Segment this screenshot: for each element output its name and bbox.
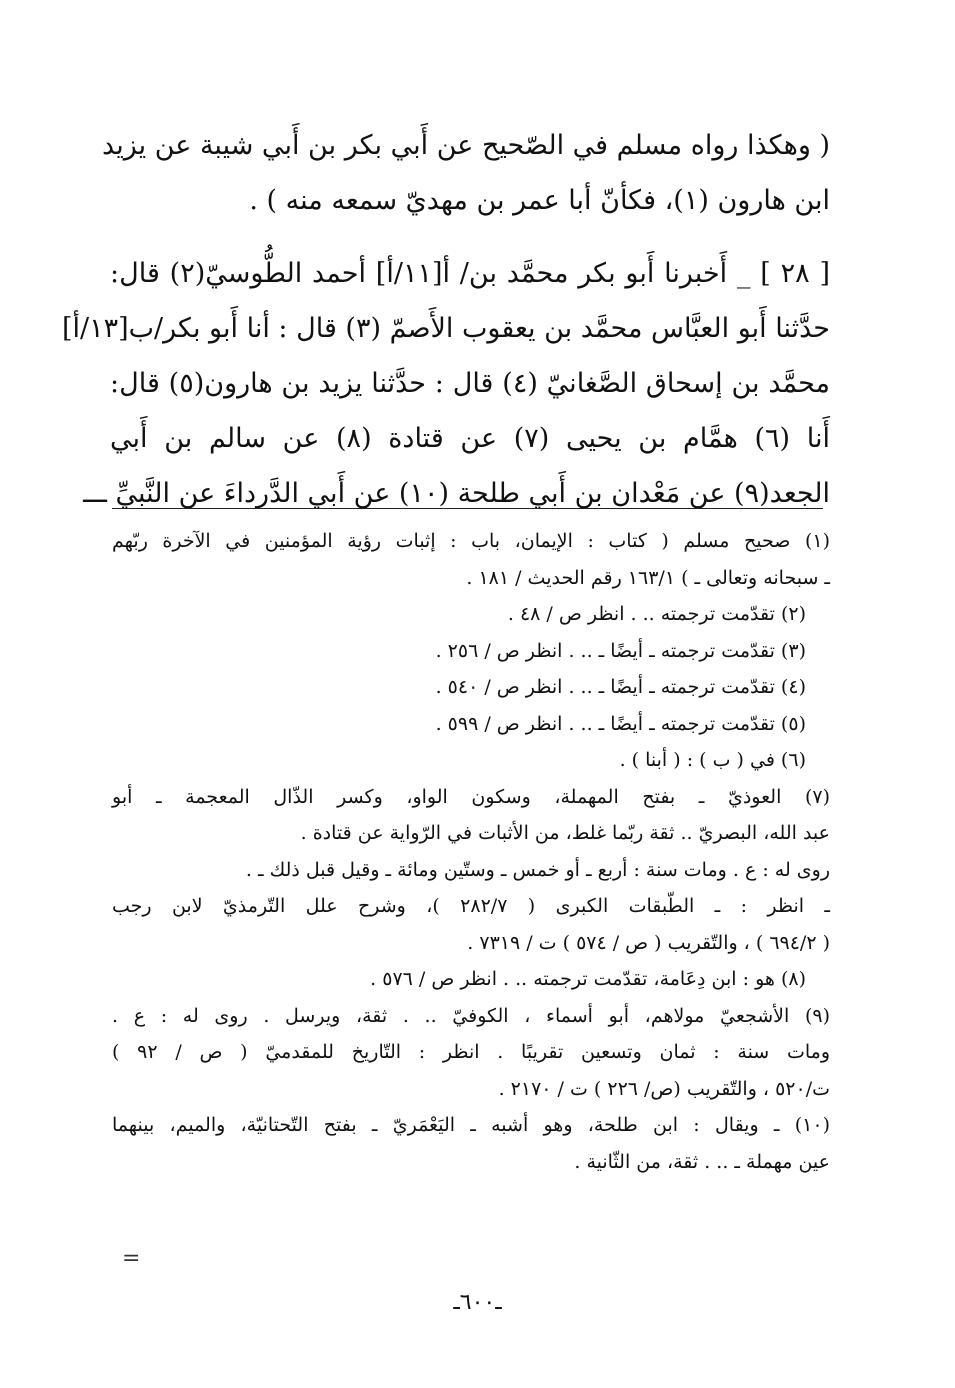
footnotes bbox=[112, 523, 830, 1180]
footnote-line: روى له : ع . ومات سنة : أربع ـ أو خمس ـ وستّين ومائة ـ وقيل قبل ذلك ـ . bbox=[245, 858, 830, 881]
text-line: محمَّد بن إسحاق الصَّغانيّ (٤) قال : حدَّثنا يزيد بن هارون(٥) قال: bbox=[110, 368, 831, 399]
footnote-line: (٤) تقدّمت ترجمته ـ أيضًا ـ .. . انظر ص / ٥٤٠ . bbox=[435, 676, 806, 698]
footnote-line: (٢) تقدّمت ترجمته .. . انظر ص / ٤٨ . bbox=[507, 603, 806, 625]
footnote-line: (٨) هو : ابن دِعَامة، تقدّمت ترجمته .. . انظر ص / ٥٧٦ . bbox=[370, 968, 806, 990]
page-number: ـ٦٠٠ـ bbox=[453, 1290, 502, 1315]
text-line: حدَّثنا أَبو العبَّاس محمَّد بن يعقوب الأَصمّ (٣) قال : أنا أَبو بكر/ب[١٣/أ] bbox=[61, 313, 830, 344]
footnote-separator bbox=[112, 508, 823, 509]
footnote-line: عبد الله، البصريّ .. ثقة ربّما غلط، من الأثبات في الرّواية عن قتادة . bbox=[300, 822, 830, 844]
footnote-line: ت/٥٢٠ ، والتّقريب (ص/ ٢٢٦ ) ت / ٢١٧٠ . bbox=[498, 1077, 830, 1100]
paragraph-1 bbox=[102, 118, 830, 228]
footnote-line: (٧) العوذيّ ـ بفتح المهملة، وسكون الواو، وكسر الذّال المعجمة ـ أبو bbox=[112, 785, 830, 808]
footnote-line: (٦) في ( ب ) : ( أبنا ) . bbox=[619, 749, 806, 771]
footnote-line: عين مهملة ـ .. . ثقة، من الثّانية . bbox=[574, 1150, 830, 1173]
footnote-line: (١) صحيح مسلم ( كتاب : الإيمان، باب : إثبات رؤية المؤمنين في الآخرة ربّهم bbox=[112, 530, 830, 552]
footnote-line: ومات سنة : ثمان وتسعين تقريبًا . انظر : التّاريخ للمقدميّ ( ص / ٩٢ ) bbox=[112, 1041, 830, 1063]
footnote-line: (٣) تقدّمت ترجمته ـ أيضًا ـ .. . انظر ص / ٢٥٦ . bbox=[435, 639, 806, 662]
footnote-line: ( ٦٩٤/٢ ) ، والتّقريب ( ص / ٥٧٤ ) ت / ٧٣١٩ . bbox=[467, 931, 830, 954]
text-line: ( وهكذا رواه مسلم في الصّحيح عن أَبي بكر بن أَبي شيبة عن يزيد bbox=[102, 130, 830, 161]
text-line: [ ٢٨ ] _ أَخبرنا أَبو بكر محمَّد بن/ أ[١١/أ] أحمد الطُّوسيّ(٢) قال: bbox=[110, 258, 830, 289]
text-line: أَنا (٦) همَّام بن يحيى (٧) عن قتادة (٨) عن سالم بن أَبي bbox=[110, 423, 830, 454]
footnote-line: ـ سبحانه وتعالى ـ ) ١٦٣/١ رقم الحديث / ١٨١ . bbox=[466, 566, 830, 589]
text-line: ابن هارون (١)، فكأنّ أبا عمر بن مهديّ سمعه منه ) . bbox=[249, 185, 830, 216]
paragraph-2 bbox=[61, 246, 831, 521]
footnote-line: (٥) تقدّمت ترجمته ـ أيضًا ـ .. . انظر ص / ٥٩٩ . bbox=[435, 712, 806, 735]
main-text bbox=[61, 118, 831, 521]
footer-mark: = bbox=[122, 1246, 141, 1271]
footnote-line: ـ انظر : ـ الطّبقات الكبرى ( ٢٨٢/٧ )، وشرح علل التّرمذيّ لابن رجب bbox=[112, 895, 830, 917]
footnote-line: (٩) الأشجعيّ مولاهم، أبو أسماء ، الكوفيّ .. . ثقة، ويرسل . روى له : ع . bbox=[112, 1004, 830, 1027]
footnote-line: (١٠) ـ ويقال : ابن طلحة، وهو أشبه ـ اليَعْمَريّ ـ بفتح التّحتانيّة، والميم، بينهما bbox=[112, 1114, 830, 1136]
text-line: الجعد(٩) عن مَعْدان بن أَبي طلحة (١٠) عن أَبي الدَّرداءَ عن النَّبيِّ ـــ bbox=[83, 478, 830, 509]
